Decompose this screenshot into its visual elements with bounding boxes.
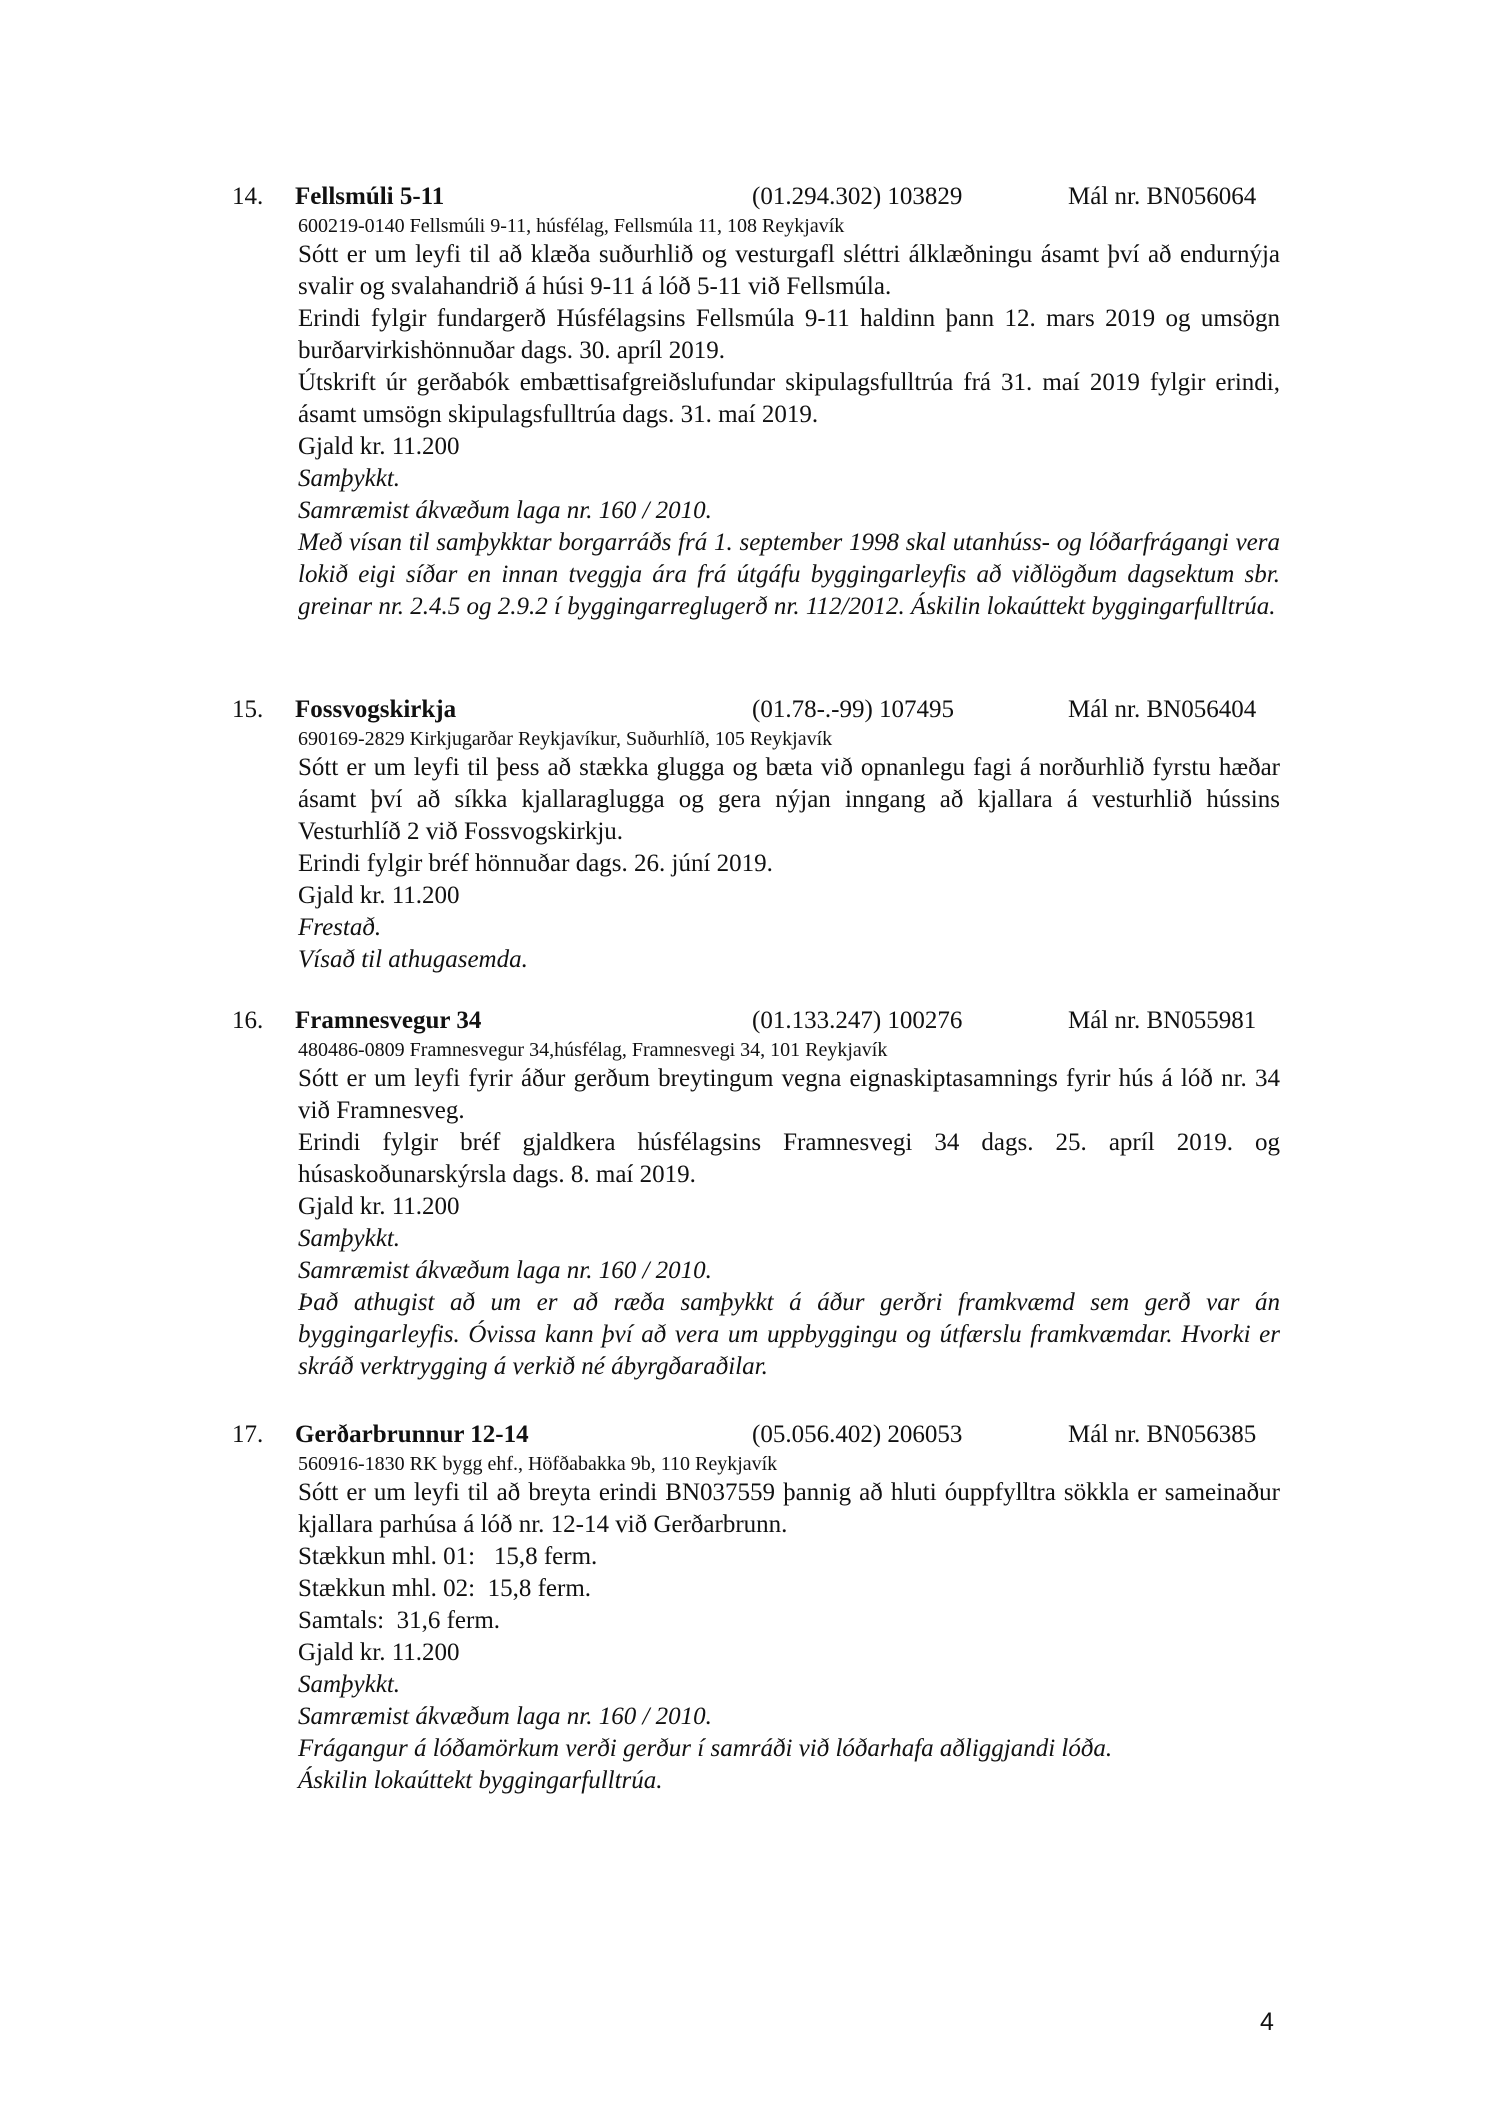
case-note: Það athugist að um er að ræða samþykkt á áður gerðri framkvæmd sem gerð var án byggingarleyfis. Óvissa kann því að vera um uppbyggingu og útfærslu framkvæmdar. Hvorki er skráð verktrygging á verkið né ábyrgðaraðilar. [298, 1289, 1280, 1380]
case-decision: Frestað. [298, 914, 382, 941]
case-header [0, 1419, 1500, 1451]
case-attachment: Erindi fylgir bréf gjaldkera húsfélagsins Framnesvegi 34 dags. 25. apríl 2019. og húsaskoðunarskýrsla dags. 8. maí 2019. [298, 1129, 1280, 1188]
case-applicant: 560916-1830 RK bygg ehf., Höfðabakka 9b, 110 Reykjavík [298, 1453, 778, 1475]
case-address: Gerðarbrunnur 12-14 [295, 1421, 529, 1448]
case-address: Fossvogskirkja [295, 696, 457, 723]
case-area-line: Stækkun mhl. 01: 15,8 ferm. [298, 1543, 598, 1570]
case-note: Vísað til athugasemda. [298, 946, 528, 973]
case-address: Framnesvegur 34 [295, 1007, 482, 1034]
case-applicant: 600219-0140 Fellsmúli 9-11, húsfélag, Fellsmúla 11, 108 Reykjavík [298, 215, 845, 237]
case-id: Mál nr. BN056385 [1068, 1421, 1257, 1448]
case-note: Samræmist ákvæðum laga nr. 160 / 2010. [298, 1703, 712, 1730]
case-reference: (01.78-.-99) 107495 [752, 696, 955, 723]
case-applicant: 690169-2829 Kirkjugarðar Reykjavíkur, Suðurhlíð, 105 Reykjavík [298, 728, 833, 750]
case-attachment: Erindi fylgir fundargerð Húsfélagsins Fellsmúla 9-11 haldinn þann 12. mars 2019 og umsögn burðarvirkishönnuðar dags. 30. apríl 2019. [298, 305, 1280, 364]
case-area-line: Stækkun mhl. 02: 15,8 ferm. [298, 1575, 592, 1602]
case-attachment: Erindi fylgir bréf hönnuðar dags. 26. júní 2019. [298, 850, 773, 877]
case-15 [0, 694, 1500, 976]
case-header [0, 181, 1500, 213]
case-header [0, 694, 1500, 726]
case-decision: Samþykkt. [298, 1225, 401, 1252]
case-17 [0, 1419, 1500, 1797]
case-description: Sótt er um leyfi til að breyta erindi BN037559 þannig að hluti óuppfylltra sökkla er sameinaður kjallara parhúsa á lóð nr. 12-14 við Gerðarbrunn. [298, 1479, 1280, 1538]
case-note: Samræmist ákvæðum laga nr. 160 / 2010. [298, 1257, 712, 1284]
case-fee: Gjald kr. 11.200 [298, 433, 460, 460]
case-number: 16. [232, 1007, 264, 1034]
case-description: Sótt er um leyfi fyrir áður gerðum breytingum vegna eignaskiptasamnings fyrir hús á lóð nr. 34 við Framnesveg. [298, 1065, 1280, 1124]
case-fee: Gjald kr. 11.200 [298, 1193, 460, 1220]
case-description: Sótt er um leyfi til að klæða suðurhlið og vesturgafl sléttri álklæðningu ásamt því að endurnýja svalir og svalahandrið á húsi 9-11 á lóð 5-11 við Fellsmúla. [298, 241, 1280, 300]
case-fee: Gjald kr. 11.200 [298, 1639, 460, 1666]
case-fee: Gjald kr. 11.200 [298, 882, 460, 909]
case-number: 15. [232, 696, 264, 723]
case-header [0, 1005, 1500, 1037]
case-note: Með vísan til samþykktar borgarráðs frá 1. september 1998 skal utanhúss- og lóðarfrágangi vera lokið eigi síðar en innan tveggja ára frá útgáfu byggingarleyfis að viðlögðum dagsektum sbr. greinar nr. 2.4.5 og 2.9.2 í byggingarreglugerð nr. 112/2012. Áskilin lokaúttekt byggingarfulltrúa. [298, 529, 1280, 620]
case-id: Mál nr. BN056064 [1068, 183, 1257, 210]
case-note: Frágangur á lóðamörkum verði gerður í samráði við lóðarhafa aðliggjandi lóða. [298, 1735, 1113, 1762]
case-16 [0, 1005, 1500, 1383]
case-reference: (01.294.302) 103829 [752, 183, 963, 210]
case-address: Fellsmúli 5-11 [295, 183, 445, 210]
case-description: Sótt er um leyfi til þess að stækka glugga og bæta við opnanlegu fagi á norðurhlið fyrstu hæðar ásamt því að síkka kjallaraglugga og gera nýjan inngang að kjallara á vesturhlið hússins Vesturhlíð 2 við Fossvogskirkju. [298, 754, 1280, 845]
case-reference: (01.133.247) 100276 [752, 1007, 963, 1034]
case-decision: Samþykkt. [298, 1671, 401, 1698]
case-area-total: Samtals: 31,6 ferm. [298, 1607, 501, 1634]
case-number: 17. [232, 1421, 264, 1448]
case-note: Samræmist ákvæðum laga nr. 160 / 2010. [298, 497, 712, 524]
case-applicant: 480486-0809 Framnesvegur 34,húsfélag, Framnesvegi 34, 101 Reykjavík [298, 1039, 888, 1061]
case-reference: (05.056.402) 206053 [752, 1421, 963, 1448]
case-decision: Samþykkt. [298, 465, 401, 492]
case-14 [0, 181, 1500, 623]
case-note: Áskilin lokaúttekt byggingarfulltrúa. [298, 1767, 663, 1794]
page-number: 4 [1260, 2008, 1274, 2036]
case-number: 14. [232, 183, 264, 210]
case-attachment: Útskrift úr gerðabók embættisafgreiðslufundar skipulagsfulltrúa frá 31. maí 2019 fylgir erindi, ásamt umsögn skipulagsfulltrúa dags. 31. maí 2019. [298, 369, 1280, 428]
case-id: Mál nr. BN055981 [1068, 1007, 1257, 1034]
case-id: Mál nr. BN056404 [1068, 696, 1257, 723]
